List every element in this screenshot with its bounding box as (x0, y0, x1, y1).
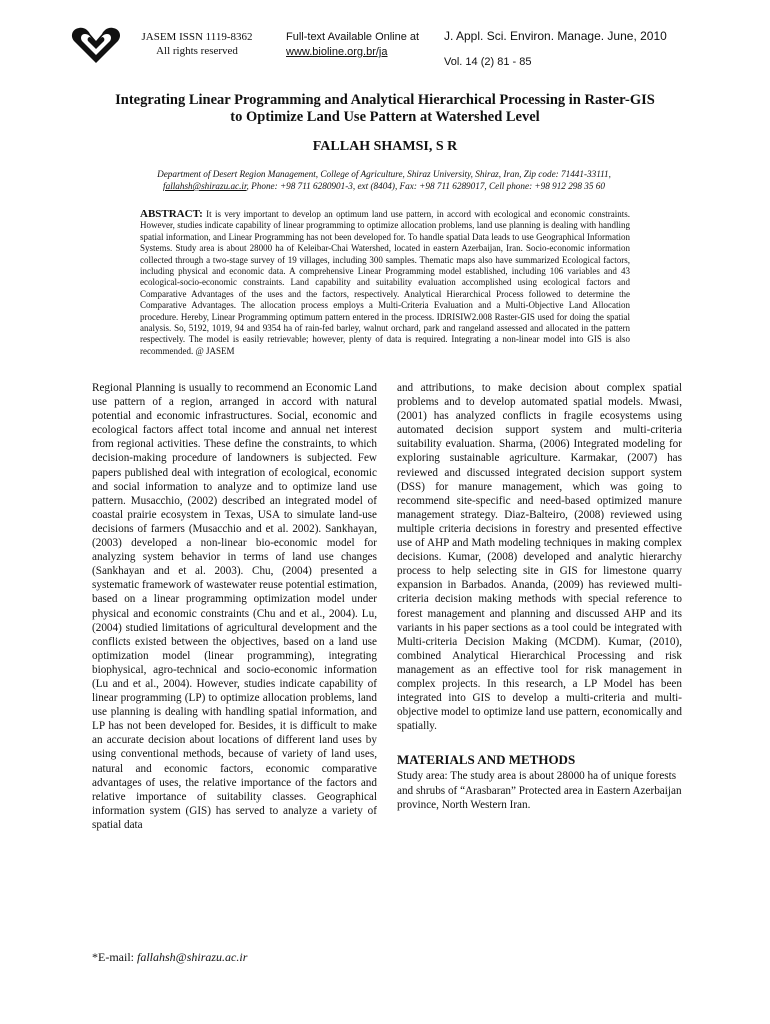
journal-citation: J. Appl. Sci. Environ. Manage. June, 2010 (444, 29, 667, 43)
author-name: FALLAH SHAMSI, S R (312, 139, 458, 154)
body-right-column (397, 381, 682, 812)
abstract (140, 209, 630, 357)
fulltext-label: Full-text Available Online at (286, 31, 420, 43)
affiliation-contact: , Phone: +98 711 6280901-3, ext (8404), Fax: +98 711 6289017, Cell phone: +98 912 298 35 60 (246, 181, 605, 191)
footnote-label: *E-mail: (92, 950, 134, 964)
body-left-column (92, 381, 377, 832)
journal-issn: JASEM ISSN 1119-8362 (141, 31, 253, 43)
affiliation-email-link[interactable]: fallahsh@shirazu.ac.ir (163, 181, 247, 191)
fulltext-block (286, 30, 436, 60)
abstract-label: ABSTRACT: (140, 208, 203, 220)
jasem-logo-icon (70, 25, 122, 65)
title-line-2: to Optimize Land Use Pattern at Watershed Level (230, 109, 540, 125)
affiliation-line-2 (104, 180, 664, 192)
abstract-text: It is very important to develop an optimum land use pattern, in accord with ecological and economic constraints. However, studies indicate capability of linear programming to optimize allocation problems, land use planning is dealing with handling spatial information, and Linear Programming has not been developed for. To handle spatial Data leads to use Geographical Information Systems. Study area is about 28000 ha of Keleibar-Chai Watershed, located in eastern Azerbaijan, Iran. Socio-economic information collected through a two-stage survey of 19 villages, including 300 samples. Thematic maps also have summarized Ecological factors, including physical and economic data. A comprehensive Linear Programming model established, including 106 variables and 43 ecological-socio-economic constraints. Land capability and suitability evaluation accomplished using ecological factors and Comparative Advantages of the uses and the factors, respectively. Analytical Hierarchical Process followed to determine the Comparative Advantages. The allocation process employs a Multi-Criteria Evaluation and a Multi-Objective Land Allocation procedure. Hereby, Linear Programming optimum pattern entered in the process. IDRISIW2.008 Raster-GIS used for doing the spatial analysis. So, 5192, 1019, 94 and 9354 ha of rain-fed barley, walnut orchard, park and rangeland assessed and allocated in the pattern respectively. The model is easily retrievable; however, plenty of data is required. Integrating a non-linear model into GIS is also recommended. @ JASEM (140, 209, 631, 356)
footnote-email-link[interactable]: fallahsh@shirazu.ac.ir (137, 950, 248, 964)
citation-block (444, 28, 704, 70)
affiliation-line-1: Department of Desert Region Management, College of Agriculture, Shiraz University, Shiraz, Iran, Zip code: 71441-33111, (157, 169, 611, 179)
intro-paragraph: Regional Planning is usually to recommend an Economic Land use pattern of a region, arranged in accord with natural potential and economic infrastructures. Social, economic and ecological factors affect total income and annual net interest from regional activities. These define the constraints, to which decision-making procedure of landowners is subjected. Few papers published deal with integration of ecological, economic and social information to analyze and to optimize land use pattern. Musacchio, (2002) described an integrated model of coastal prairie ecosystem in Texas, USA to simulate land-use decisions of farmers (Musacchio and et al. 2002). Sankhayan, (2003) developed a non-linear bio-economic model for analyzing system behavior in terms of land use changes (Sankhayan and et al. 2003). Chu, (2004) presented a systematic framework of wastewater reuse potential estimation, based on a linear programming optimization model under physical and economic constraints (Chu and et al., 2004). Lu, (2004) studied limitations of agricultural development and the conflicts existed between the objectives, based on a land use optimization model (linear programming), integrating biophysical, agro-technical and socio-economic information (Lu and et al., 2004). However, studies indicate capability of linear programming (LP) to optimize allocation problems, land use planning is dealing with handling spatial information, and LP has not been developed for. Besides, it is difficult to make an accurate decision about locations of different land uses by using conventional methods, because of variety of land uses, natural and economic factors, economic comparative advantages of uses, the relative importance of the factors and relative importance of suitability classes. Geographical information system (GIS) has served to analyze a variety of spatial data (92, 382, 377, 831)
rights-notice: All rights reserved (156, 45, 238, 57)
affiliation (104, 168, 664, 192)
fulltext-link[interactable]: www.bioline.org.br/ja (286, 46, 388, 58)
study-area-paragraph: Study area: The study area is about 28000 ha of unique forests and shrubs of “Arasbaran” Protected area in Eastern Azerbaijan province, North Western Iran. (397, 770, 682, 811)
journal-issn-block (126, 30, 268, 58)
intro-paragraph-continued: and attributions, to make decision about complex spatial problems and to develop automated spatial models. Mwasi, (2001) has analyzed conflicts in fragile ecosystems using automated decision support system and multi-criteria suitability evaluation. Sharma, (2006) Integrated modeling for exploring sustainable agriculture. Karmakar, (2007) has reviewed and discussed integrated decision support system (DSS) for manure management, which was going to recommend site-specific and need-based optimized manure management strategy. Diaz-Balteiro, (2008) reviewed using multiple criteria decisions in forestry and presented effective use of AHP and Math modeling techniques in making complex decisions. Kumar, (2008) developed and analytic hierarchy process to help selecting site in GIS for limestone quarry expansion in Barbados. Ananda, (2009) has reviewed multi-criteria decision making methods with special reference to forest management and planning and discussed AHP and its variants in his paper sections as a tool could be integrated with Multi-criteria Decision Making (MCDM). Kumar, (2010), combined Analytical Hierarchical Processing and risk management as an effective tool for risk management in complex projects. In this research, a LP Model has been integrated into GIS to develop a multi-criteria and multi-objective model to optimize land use pattern, economically and spatially. (397, 382, 682, 733)
volume-info: Vol. 14 (2) 81 - 85 (444, 56, 532, 68)
article-title (80, 92, 690, 126)
title-line-1: Integrating Linear Programming and Analytical Hierarchical Processing in Raster-GIS (115, 92, 655, 108)
footnote (92, 950, 247, 965)
section-heading-materials-methods: MATERIALS AND METHODS (397, 752, 576, 768)
